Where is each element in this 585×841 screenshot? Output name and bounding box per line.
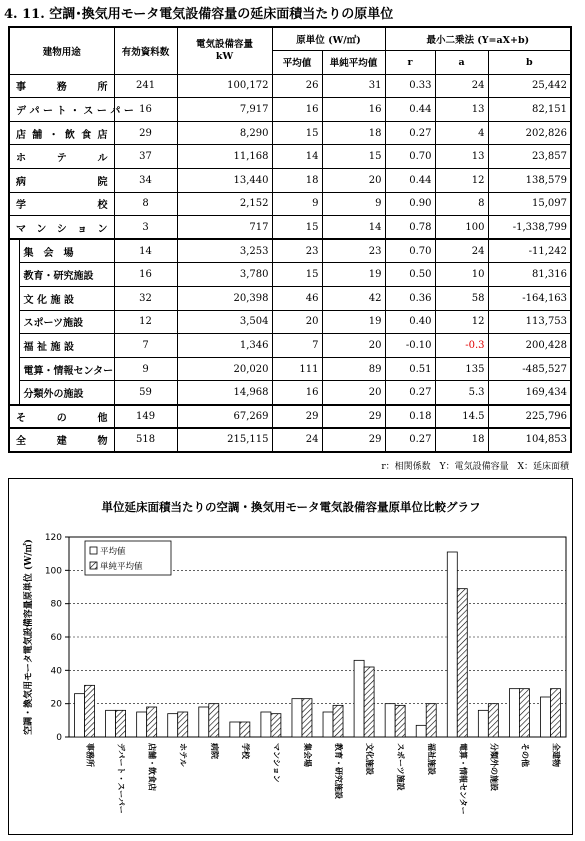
group-bracket (9, 381, 19, 405)
cell-simple-avg: 20 (322, 169, 385, 193)
table-row (9, 263, 571, 287)
header-capacity-unit: kW (215, 50, 234, 62)
table-row (9, 310, 571, 334)
cell-a: -0.3 (435, 334, 488, 358)
cell-a: 12 (435, 310, 488, 334)
cell-b: 113,753 (488, 310, 571, 334)
cell-capacity: 215,115 (177, 428, 272, 452)
row-use: 事 務 所 (9, 74, 114, 98)
cell-b: 202,826 (488, 121, 571, 145)
cell-avg: 23 (272, 239, 322, 263)
bar-simple-average (147, 707, 157, 737)
cell-simple-avg: 18 (322, 121, 385, 145)
x-tick-label: 文化施設 (365, 743, 376, 775)
cell-r: 0.50 (385, 263, 435, 287)
header-capacity (177, 27, 272, 74)
x-tick-label: その他 (520, 743, 531, 767)
bar-simple-average (178, 712, 188, 737)
table-row (9, 334, 571, 358)
cell-capacity: 3,780 (177, 263, 272, 287)
cell-a: 24 (435, 239, 488, 263)
y-tick-label: 100 (44, 566, 62, 577)
cell-a: 12 (435, 169, 488, 193)
bar-average (137, 712, 147, 737)
cell-b: 23,857 (488, 145, 571, 169)
table-row (9, 381, 571, 405)
table-row (9, 74, 571, 98)
group-bracket (9, 239, 19, 263)
cell-b: 138,579 (488, 169, 571, 193)
cell-count: 3 (114, 216, 177, 240)
header-a: a (435, 51, 488, 75)
table-row (9, 216, 571, 240)
group-bracket (9, 310, 19, 334)
cell-avg: 29 (272, 405, 322, 429)
cell-a: 14.5 (435, 405, 488, 429)
y-tick-label: 20 (50, 699, 62, 710)
x-tick-label: 集会場 (302, 743, 313, 767)
cell-b: -1,338,799 (488, 216, 571, 240)
cell-count: 518 (114, 428, 177, 452)
cell-capacity: 67,269 (177, 405, 272, 429)
cell-count: 59 (114, 381, 177, 405)
row-use: マ ン シ ョ ン (9, 216, 114, 240)
header-use: 建物用途 (9, 27, 114, 74)
cell-capacity: 3,253 (177, 239, 272, 263)
cell-r: 0.27 (385, 381, 435, 405)
cell-count: 8 (114, 192, 177, 216)
header-capacity-label: 電気設備容量 (196, 38, 254, 50)
table-row (9, 357, 571, 381)
cell-r: 0.18 (385, 405, 435, 429)
cell-a: 10 (435, 263, 488, 287)
bar-average (354, 660, 364, 737)
cell-a: 100 (435, 216, 488, 240)
bar-simple-average (364, 667, 374, 737)
cell-capacity: 14,968 (177, 381, 272, 405)
chart-frame (8, 478, 573, 835)
header-b: b (488, 51, 571, 75)
cell-simple-avg: 14 (322, 216, 385, 240)
cell-avg: 14 (272, 145, 322, 169)
table-row (9, 145, 571, 169)
cell-capacity: 2,152 (177, 192, 272, 216)
bar-average (75, 694, 85, 737)
cell-a: 13 (435, 98, 488, 122)
cell-simple-avg: 16 (322, 98, 385, 122)
cell-b: -485,527 (488, 357, 571, 381)
table-footnote: r：相関係数 Y：電気設備容量 X：延床面積 (381, 462, 569, 472)
cell-a: 13 (435, 145, 488, 169)
bar-average (323, 712, 333, 737)
bar-average (385, 704, 395, 737)
cell-capacity: 7,917 (177, 98, 272, 122)
cell-simple-avg: 89 (322, 357, 385, 381)
row-use: 学 校 (9, 192, 114, 216)
x-tick-label: 福祉施設 (427, 743, 438, 775)
cell-simple-avg: 15 (322, 145, 385, 169)
x-tick-label: スポーツ施設 (396, 743, 407, 791)
cell-capacity: 20,398 (177, 287, 272, 311)
x-tick-label: 病院 (209, 743, 220, 759)
bar-average (292, 699, 302, 737)
cell-capacity: 3,504 (177, 310, 272, 334)
cell-r: 0.36 (385, 287, 435, 311)
cell-avg: 15 (272, 263, 322, 287)
cell-b: 25,442 (488, 74, 571, 98)
page-title: 4. 11. 空調･換気用モータ電気設備容量の延床面積当たりの原単位 (4, 7, 394, 22)
cell-simple-avg: 29 (322, 428, 385, 452)
cell-avg: 46 (272, 287, 322, 311)
bar-simple-average (550, 689, 560, 737)
cell-r: 0.51 (385, 357, 435, 381)
cell-r: 0.70 (385, 145, 435, 169)
bar-average (230, 722, 240, 737)
y-axis-label: 空調・換気用モータ電気設備容量原単位 (W/㎡) (24, 539, 34, 735)
bar-average (478, 710, 488, 737)
cell-r: 0.27 (385, 121, 435, 145)
header-lsq-group: 最小二乗法 (Y=aX+b) (385, 27, 571, 51)
header-avg: 平均値 (272, 51, 322, 75)
legend-label: 平均値 (100, 547, 126, 557)
cell-b: 200,428 (488, 334, 571, 358)
table-row (9, 239, 571, 263)
header-r: r (385, 51, 435, 75)
cell-capacity: 13,440 (177, 169, 272, 193)
x-tick-label: デパート・スーパー (116, 743, 127, 814)
cell-a: 8 (435, 192, 488, 216)
cell-count: 7 (114, 334, 177, 358)
chart-title: 単位延床面積当たりの空調・換気用モータ電気設備容量原単位比較グラフ (101, 500, 481, 514)
cell-avg: 18 (272, 169, 322, 193)
row-use: デ パ ー ト ・ ス ー パ ー (9, 98, 114, 122)
cell-avg: 15 (272, 121, 322, 145)
row-use: 全 建 物 (9, 428, 114, 452)
cell-a: 135 (435, 357, 488, 381)
cell-count: 32 (114, 287, 177, 311)
cell-avg: 15 (272, 216, 322, 240)
row-use: ホ テ ル (9, 145, 114, 169)
legend-swatch-average (90, 547, 97, 554)
cell-simple-avg: 23 (322, 239, 385, 263)
x-tick-label: 教育・研究施設 (334, 743, 345, 799)
bar-simple-average (85, 685, 95, 737)
bar-simple-average (209, 704, 219, 737)
row-use: 集 会 場 (19, 239, 114, 263)
cell-r: 0.27 (385, 428, 435, 452)
bar-average (540, 697, 550, 737)
x-tick-label: 店舗・飲食店 (147, 743, 158, 791)
cell-avg: 16 (272, 98, 322, 122)
bar-average (199, 707, 209, 737)
row-use: スポーツ施設 (19, 310, 114, 334)
bar-simple-average (271, 714, 281, 737)
x-tick-label: 分類外の施設 (489, 743, 500, 791)
cell-b: 169,434 (488, 381, 571, 405)
cell-simple-avg: 31 (322, 74, 385, 98)
x-tick-label: 電算・情報センター (458, 743, 469, 815)
cell-r: -0.10 (385, 334, 435, 358)
group-bracket (9, 263, 19, 287)
row-use: 教育・研究施設 (19, 263, 114, 287)
cell-count: 37 (114, 145, 177, 169)
bar-average (261, 712, 271, 737)
table-row (9, 98, 571, 122)
cell-count: 16 (114, 263, 177, 287)
table-row (9, 192, 571, 216)
cell-count: 9 (114, 357, 177, 381)
row-use: 分類外の施設 (19, 381, 114, 405)
bar-simple-average (116, 710, 126, 737)
cell-count: 34 (114, 169, 177, 193)
data-table (8, 26, 572, 453)
legend-swatch-simple-average (90, 562, 97, 569)
comparison-chart (9, 479, 574, 836)
table-row (9, 287, 571, 311)
cell-avg: 16 (272, 381, 322, 405)
bar-simple-average (426, 704, 436, 737)
group-bracket (9, 357, 19, 381)
cell-b: 225,796 (488, 405, 571, 429)
cell-b: -11,242 (488, 239, 571, 263)
row-use: そ の 他 (9, 405, 114, 429)
cell-b: 82,151 (488, 98, 571, 122)
cell-simple-avg: 29 (322, 405, 385, 429)
cell-b: 15,097 (488, 192, 571, 216)
row-use: 福 祉 施 設 (19, 334, 114, 358)
y-tick-label: 60 (50, 633, 62, 643)
bar-average (168, 714, 178, 737)
y-tick-label: 120 (44, 533, 62, 543)
bar-simple-average (488, 704, 498, 737)
bar-simple-average (333, 705, 343, 737)
cell-simple-avg: 20 (322, 381, 385, 405)
cell-capacity: 100,172 (177, 74, 272, 98)
header-simple-avg: 単純平均値 (322, 51, 385, 75)
cell-count: 29 (114, 121, 177, 145)
x-tick-label: ホテル (178, 743, 189, 767)
cell-r: 0.44 (385, 98, 435, 122)
cell-capacity: 717 (177, 216, 272, 240)
cell-avg: 7 (272, 334, 322, 358)
cell-simple-avg: 9 (322, 192, 385, 216)
table-row (9, 121, 571, 145)
bar-simple-average (519, 689, 529, 737)
bar-simple-average (302, 699, 312, 737)
y-tick-label: 0 (56, 733, 62, 743)
bar-simple-average (457, 589, 467, 737)
cell-avg: 26 (272, 74, 322, 98)
cell-count: 149 (114, 405, 177, 429)
table-row (9, 428, 571, 452)
cell-r: 0.44 (385, 169, 435, 193)
row-use: 電算・情報センター (19, 357, 114, 381)
x-tick-label: マンション (271, 743, 282, 783)
cell-a: 58 (435, 287, 488, 311)
cell-b: 104,853 (488, 428, 571, 452)
cell-avg: 111 (272, 357, 322, 381)
group-bracket (9, 287, 19, 311)
row-use: 病 院 (9, 169, 114, 193)
cell-capacity: 11,168 (177, 145, 272, 169)
cell-a: 4 (435, 121, 488, 145)
row-use: 店舗・飲食店 (9, 121, 114, 145)
cell-count: 14 (114, 239, 177, 263)
cell-a: 24 (435, 74, 488, 98)
cell-simple-avg: 20 (322, 334, 385, 358)
bar-average (447, 552, 457, 737)
cell-avg: 24 (272, 428, 322, 452)
table-row (9, 405, 571, 429)
cell-count: 12 (114, 310, 177, 334)
group-bracket (9, 334, 19, 358)
cell-a: 18 (435, 428, 488, 452)
cell-r: 0.33 (385, 74, 435, 98)
cell-count: 16 (114, 98, 177, 122)
cell-avg: 20 (272, 310, 322, 334)
cell-b: 81,316 (488, 263, 571, 287)
x-tick-label: 事務所 (85, 743, 96, 767)
cell-simple-avg: 19 (322, 310, 385, 334)
cell-r: 0.90 (385, 192, 435, 216)
bar-average (106, 710, 116, 737)
table-row (9, 169, 571, 193)
x-tick-label: 全建物 (551, 743, 562, 767)
cell-simple-avg: 42 (322, 287, 385, 311)
cell-a: 5.3 (435, 381, 488, 405)
cell-avg: 9 (272, 192, 322, 216)
cell-count: 241 (114, 74, 177, 98)
legend-label: 単純平均値 (100, 562, 143, 572)
row-use: 文 化 施 設 (19, 287, 114, 311)
cell-r: 0.70 (385, 239, 435, 263)
cell-capacity: 20,020 (177, 357, 272, 381)
cell-capacity: 8,290 (177, 121, 272, 145)
y-tick-label: 80 (50, 599, 62, 610)
header-unit-group: 原単位 (W/㎡) (272, 27, 385, 51)
y-tick-label: 40 (50, 666, 62, 677)
bar-average (416, 725, 426, 737)
cell-capacity: 1,346 (177, 334, 272, 358)
bar-average (509, 689, 519, 737)
cell-b: -164,163 (488, 287, 571, 311)
cell-r: 0.78 (385, 216, 435, 240)
bar-simple-average (395, 705, 405, 737)
header-count: 有効資料数 (114, 27, 177, 74)
bar-simple-average (240, 722, 250, 737)
cell-simple-avg: 19 (322, 263, 385, 287)
cell-r: 0.40 (385, 310, 435, 334)
x-tick-label: 学校 (240, 743, 251, 759)
